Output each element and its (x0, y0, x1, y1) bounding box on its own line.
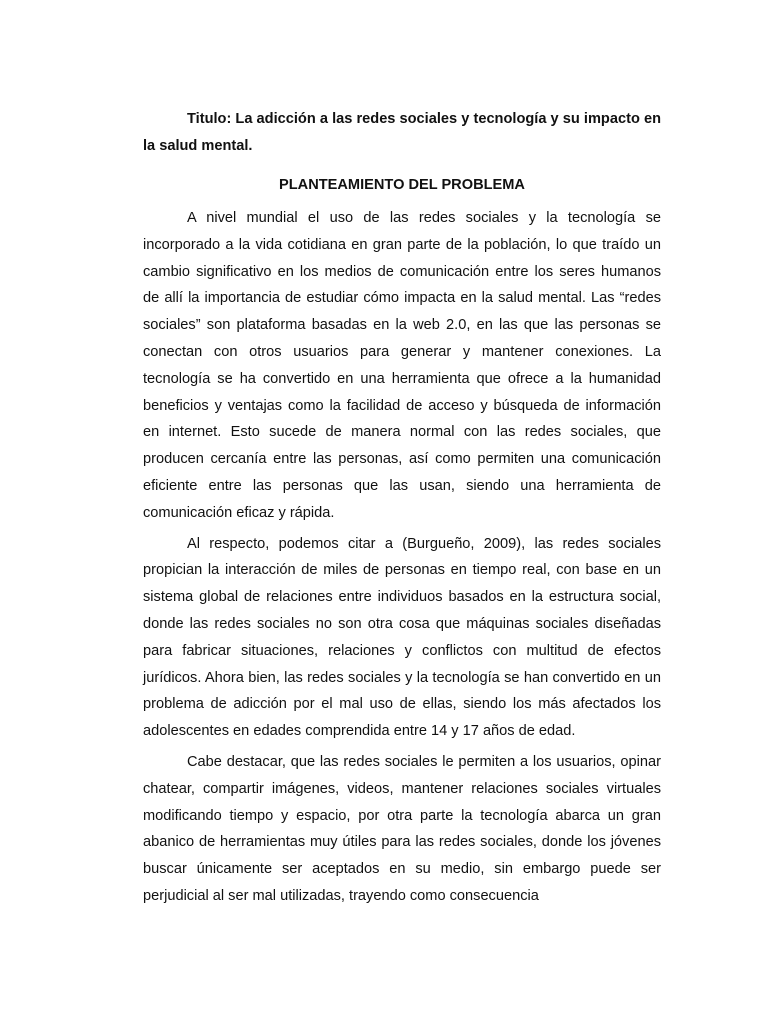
paragraph-2: Al respecto, podemos citar a (Burgueño, 2009), las redes sociales propician la interacción de miles de personas en tiempo real, con base en un sistema global de relaciones entre individuos basados en la estructura social, donde las redes sociales no son otra cosa que máquinas sociales diseñadas para fabricar situaciones, relaciones y conflictos con multitud de efectos jurídicos. Ahora bien, las redes sociales y la tecnología se han convertido en un problema de adicción por el mal uso de ellas, siendo los más afectados los adolescentes en edades comprendida entre 14 y 17 años de edad. (143, 535, 661, 740)
document-page (143, 106, 661, 914)
document-title: Titulo: La adicción a las redes sociales y tecnología y su impacto en la salud mental. (143, 111, 661, 154)
paragraph-3: Cabe destacar, que las redes sociales le permiten a los usuarios, opinar chatear, compartir imágenes, videos, mantener relaciones sociales virtuales modificando tiempo y espacio, por otra parte la tecnología abarca un gran abanico de herramientas muy útiles para las redes sociales, donde los jóvenes buscar únicamente ser aceptados en su medio, sin embargo puede ser perjudicial al ser mal utilizadas, trayendo como consecuencia (143, 753, 661, 904)
paragraph-1: A nivel mundial el uso de las redes sociales y la tecnología se incorporado a la vida cotidiana en gran parte de la población, lo que traído un cambio significativo en los medios de comunicación entre los seres humanos de allí la importancia de estudiar cómo impacta en la salud mental. Las “redes sociales” son plataforma basadas en la web 2.0, en las que las personas se conectan con otros usuarios para generar y mantener conexiones. La tecnología se ha convertido en una herramienta que ofrece a la humanidad beneficios y ventajas como la facilidad de acceso y búsqueda de información en internet. Esto sucede de manera normal con las redes sociales, que producen cercanía entre las personas, así como permiten una comunicación eficiente entre las personas que las usan, siendo una herramienta de comunicación eficaz y rápida. (143, 210, 661, 521)
section-heading: PLANTEAMIENTO DEL PROBLEMA (279, 177, 525, 193)
